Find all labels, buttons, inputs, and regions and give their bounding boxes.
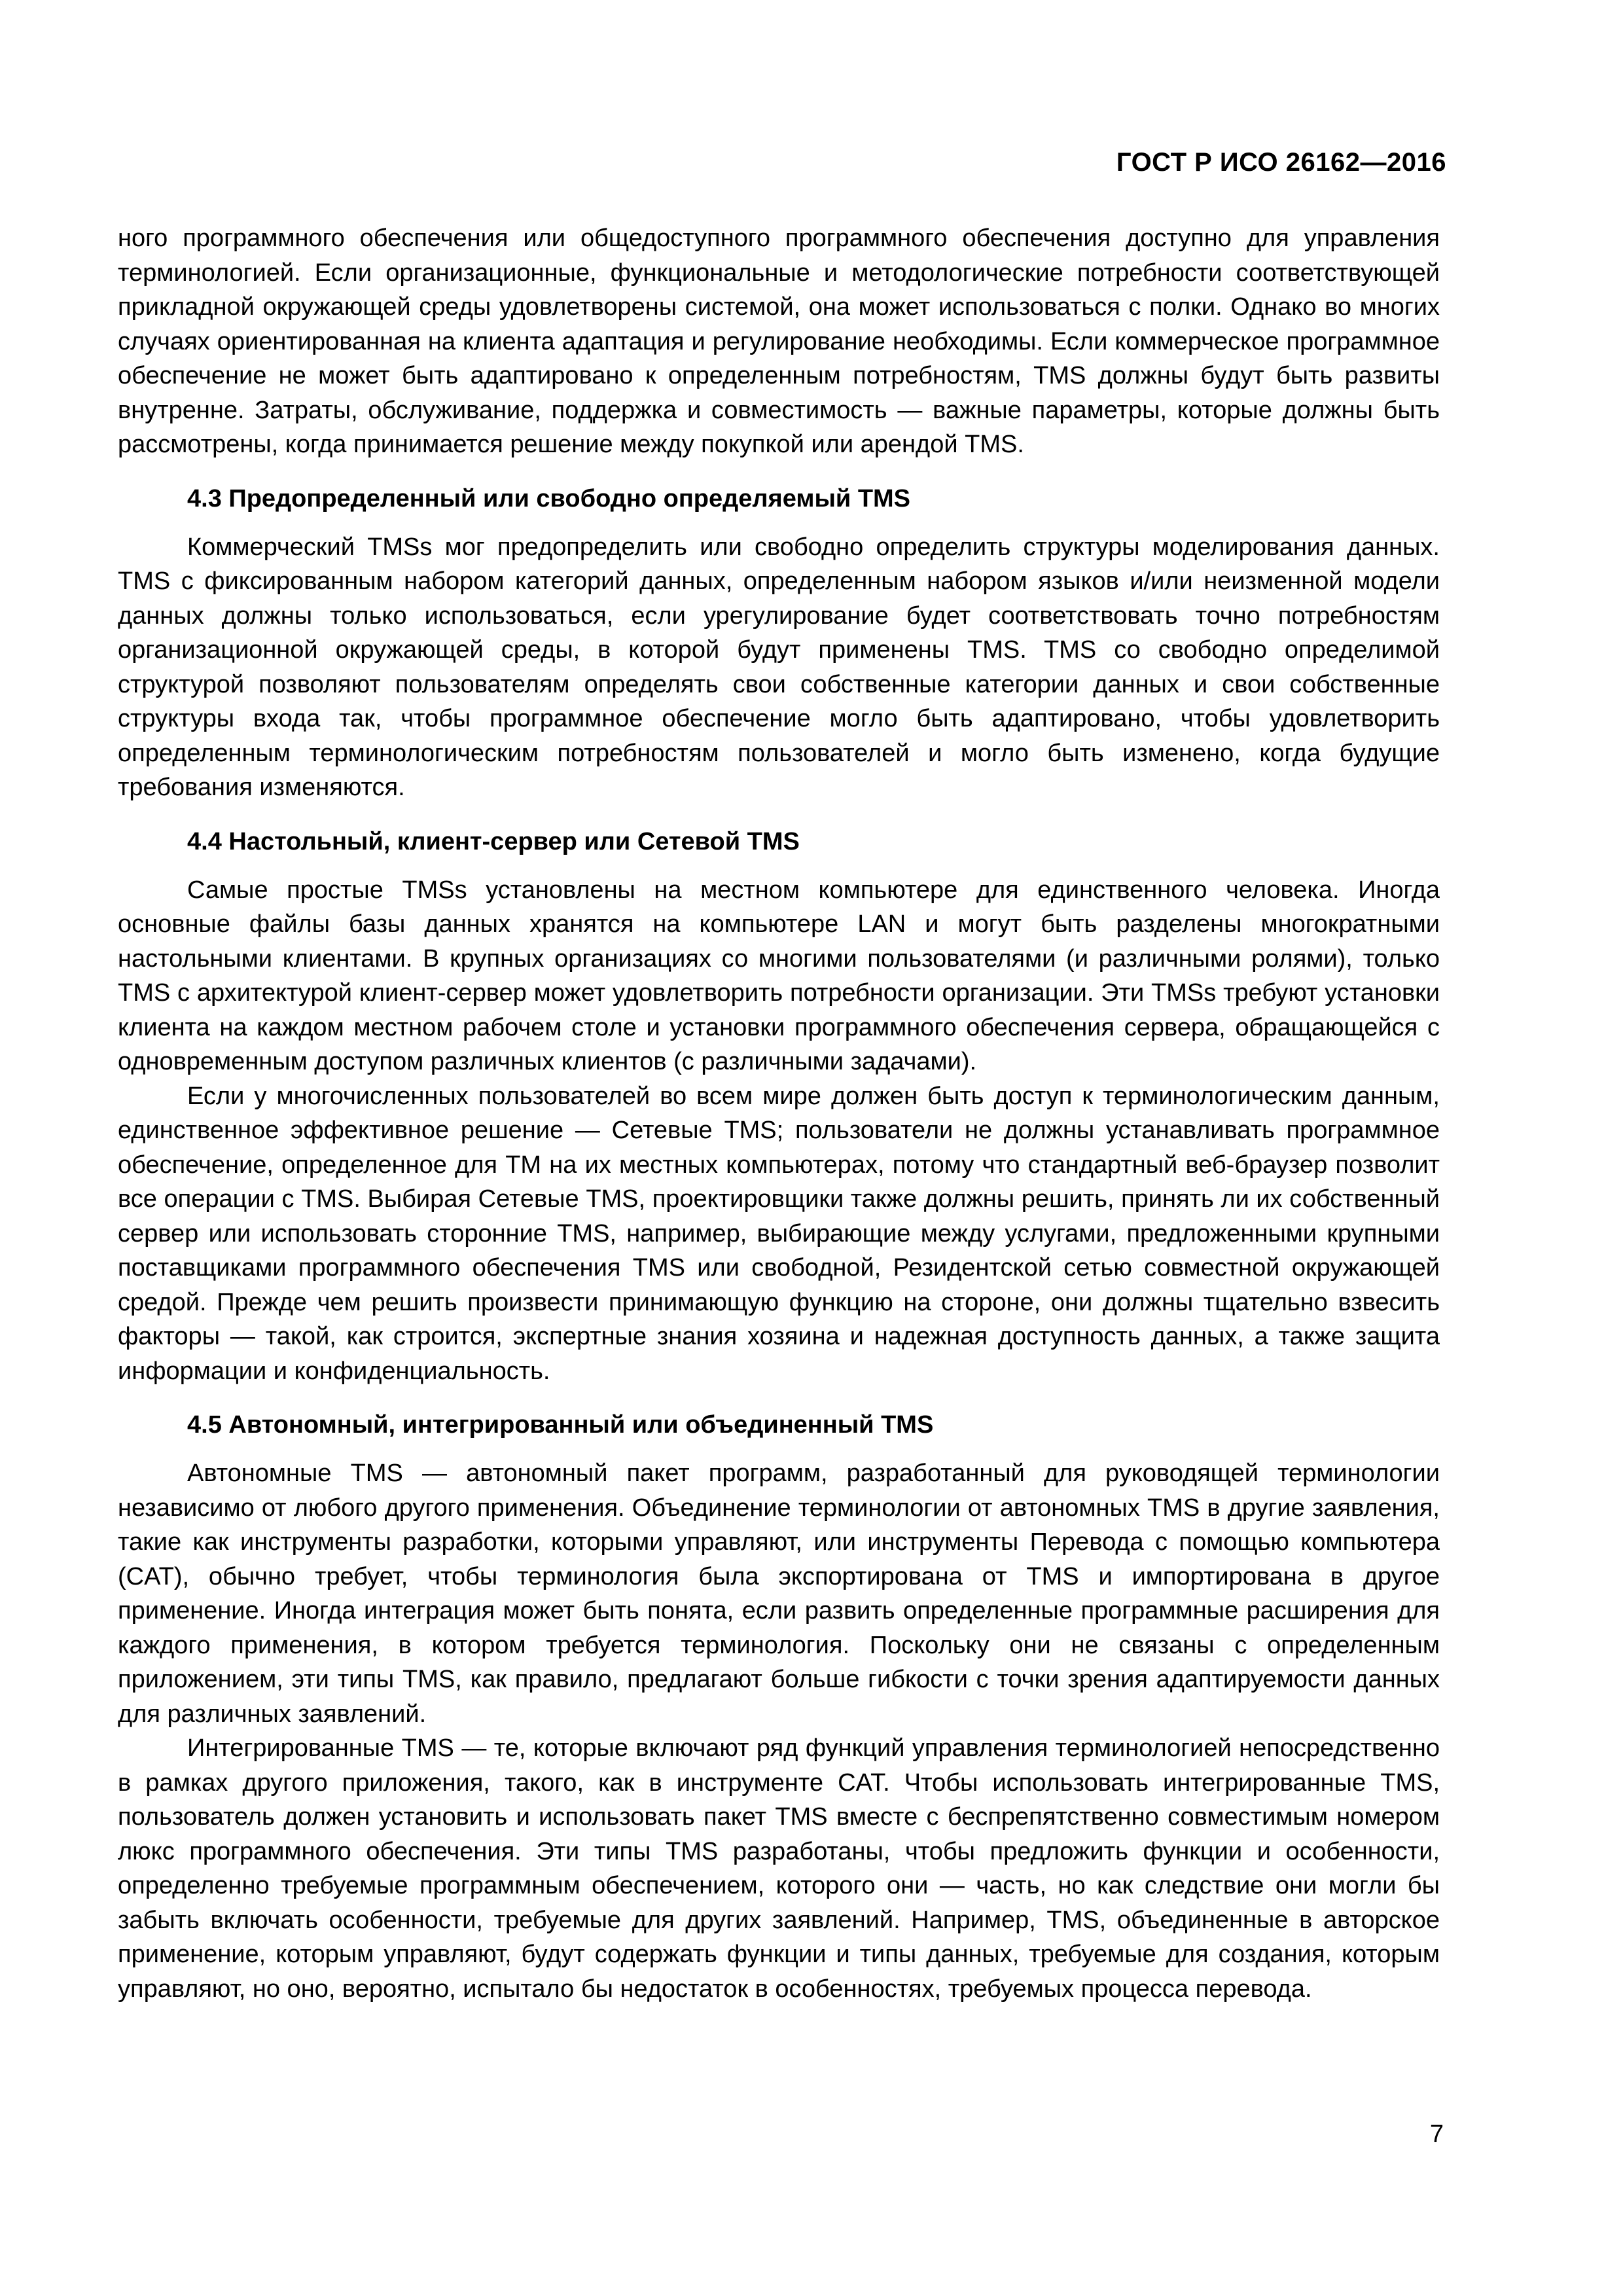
section-heading-4-5: 4.5 Автономный, интегрированный или объединенный TMS [187,1411,934,1439]
document-body [118,221,1440,2006]
section-4-4-paragraph-1: Самые простые TMSs установлены на местном компьютере для единственного человека. Иногда основные файлы базы данных хранятся на компьютере LAN и могут быть разделены многократными настольными клиентами. В крупных организациях со многими пользователями (и различными ролями), только TMS с архитектурой клиент-сервер может удовлетворить потребности организации. Эти TMSs требуют установки клиента на каждом местном рабочем столе и установки программного обеспечения сервера, обращающейся с одновременным доступом различных клиентов (с различными задачами). [118,876,1440,1075]
section-4-5-paragraph-2: Интегрированные TMS — те, которые включают ряд функций управления терминологией непосредственно в рамках другого приложения, такого, как в инструменте CAT. Чтобы использовать интегрированные TMS, пользователь должен установить и использовать пакет TMS вместе с беспрепятственно совместимым номером люкс программного обеспечения. Эти типы TMS разработаны, чтобы предложить функции и особенности, определенно требуемые программным обеспечением, которого они — часть, но как следствие они могли бы забыть включать особенности, требуемые для других заявлений. Например, TMS, объединенные в авторское применение, которым управляют, будут содержать функции и типы данных, требуемые для создания, которым управляют, но оно, вероятно, испытало бы недостаток в особенностях, требуемых процесса перевода. [118,1734,1440,2003]
section-4-5-paragraph-1: Автономные TMS — автономный пакет программ, разработанный для руководящей терминологии независимо от любого другого применения. Объединение терминологии от автономных TMS в другие заявления, такие как инструменты разработки, которыми управляют, или инструменты Перевода с помощью компьютера (CAT), обычно требует, чтобы терминология была экспортирована от TMS и импортирована в другое применение. Иногда интеграция может быть понята, если развить определенные программные расширения для каждого применения, в котором требуется терминология. Поскольку они не связаны с определенным приложением, эти типы TMS, как правило, предлагают больше гибкости с точки зрения адаптируемости данных для различных заявлений. [118,1460,1440,1728]
page-number: 7 [1429,2121,1444,2148]
section-heading-4-4: 4.4 Настольный, клиент-сервер или Сетевой TMS [187,827,800,855]
section-4-3-paragraph-1: Коммерческий TMSs мог предопределить или свободно определить структуры моделирования данных. TMS с фиксированным набором категорий данных, определенным набором языков и/или неизменной модели данных должны только использоваться, если урегулирование будет соответствовать точно потребностям организационной окружающей среды, в которой будут применены TMS. TMS со свободно определимой структурой позволяют пользователям определять свои собственные категории данных и свои собственные структуры входа так, чтобы программное обеспечение могло быть адаптировано, чтобы удовлетворить определенным терминологическим потребностям пользователей и могло быть изменено, когда будущие требования изменяются. [118,533,1440,801]
document-standard-header: ГОСТ Р ИСО 26162—2016 [1116,148,1446,177]
section-4-4-paragraph-2: Если у многочисленных пользователей во всем мире должен быть доступ к терминологическим данным, единственное эффективное решение — Сетевые TMS; пользователи не должны устанавливать программное обеспечение, определенное для ТМ на их местных компьютерах, потому что стандартный веб-браузер позволит все операции с TMS. Выбирая Сетевые TMS, проектировщики также должны решить, принять ли их собственный сервер или использовать сторонние TMS, например, выбирающие между услугами, предложенными крупными поставщиками программного обеспечения TMS или свободной, Резидентской сетью совместной окружающей средой. Прежде чем решить произвести принимающую функцию на стороне, они должны тщательно взвесить факторы — такой, как строится, экспертные знания хозяина и надежная доступность данных, а также защита информации и конфиденциальность. [118,1082,1440,1385]
intro-paragraph: ного программного обеспечения или общедоступного программного обеспечения доступно для управления терминологией. Если организационные, функциональные и методологические потребности соответствующей прикладной окружающей среды удовлетворены системой, она может использоваться с полки. Однако во многих случаях ориентированная на клиента адаптация и регулирование необходимы. Если коммерческое программное обеспечение не может быть адаптировано к определенным потребностям, TMS должны будут быть развиты внутренне. Затраты, обслуживание, поддержка и совместимость — важные параметры, которые должны быть рассмотрены, когда принимается решение между покупкой или арендой TMS. [118,224,1440,458]
section-heading-4-3: 4.3 Предопределенный или свободно определяемый TMS [187,484,911,512]
